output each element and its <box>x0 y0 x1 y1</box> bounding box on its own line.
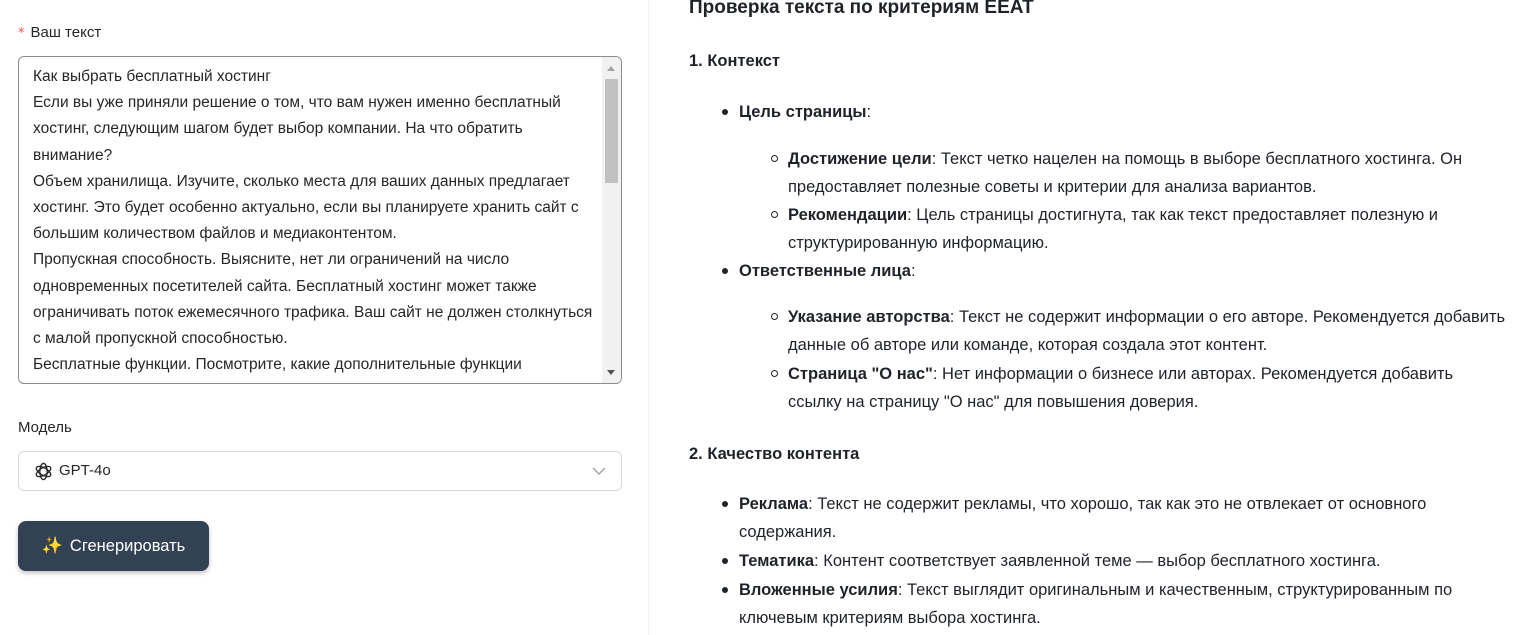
model-select[interactable] <box>18 451 622 491</box>
sub-list-item <box>788 145 1508 201</box>
item-label: Реклама <box>739 495 809 513</box>
list-item <box>739 257 1499 285</box>
result-title: Проверка текста по критериям EEAT <box>689 0 1034 18</box>
scrollbar-thumb[interactable] <box>605 79 618 183</box>
item-text: : Текст выглядит оригинальным и качественным, структурированным по ключевым критериям выбора хостинга. <box>739 581 1453 627</box>
generate-button[interactable] <box>18 521 209 571</box>
openai-icon <box>33 461 54 482</box>
item-label: Вложенные усилия <box>739 581 898 599</box>
generate-button-label: Сгенерировать <box>69 536 186 555</box>
list-item <box>739 576 1499 632</box>
model-select-value: GPT-4o <box>59 462 111 479</box>
sub-list-item <box>788 201 1508 257</box>
item-label: Тематика <box>739 552 815 570</box>
required-mark: * <box>18 26 25 41</box>
item-label: Страница "О нас" <box>788 365 933 383</box>
text-label: Ваш текст <box>30 24 102 41</box>
item-label: Достижение цели <box>788 150 932 168</box>
item-text: : Контент соответствует заявленной теме — выбор бесплатного хостинга. <box>814 552 1381 570</box>
chevron-down-icon <box>591 463 607 479</box>
list-item <box>739 547 1499 575</box>
item-text: : Цель страницы достигнута, так как текст предоставляет полезную и структурированную информацию. <box>788 206 1439 252</box>
model-label: Модель <box>18 419 72 436</box>
item-label: Указание авторства <box>788 308 950 326</box>
item-label: Цель страницы <box>739 103 867 121</box>
text-field-label <box>18 24 101 41</box>
scroll-down-arrow-icon[interactable] <box>607 370 615 375</box>
text-input[interactable] <box>18 56 622 384</box>
item-label: Ответственные лица <box>739 262 911 280</box>
section-heading: 1. Контекст <box>689 52 781 70</box>
text-input-value[interactable]: Как выбрать бесплатный хостинг Если вы уже приняли решение о том, что вам нужен именно бесплатный хостинг, следующим шагом будет выбор компании. На что обратить внимание? Объем хранилища. Изучите, сколько места для ваших данных предлагает хостинг. Это будет особенно актуально, если вы планируете хранить сайт с большим количеством файлов и медиаконтентом. Пропускная способность. Выясните, нет ли ограничений на число одновременных посетителей сайта. Бесплатный хостинг может также ограничивать поток ежемесячного трафика. Ваш сайт не должен столкнуться с малой пропускной способностью. Бесплатные функции. Посмотрите, какие дополнительные функции <box>33 68 593 374</box>
list-item <box>739 98 1499 126</box>
textarea-scrollbar[interactable] <box>602 57 621 383</box>
sparkles-icon: ✨ <box>41 536 63 556</box>
sub-list-item <box>788 303 1508 359</box>
section-heading: 2. Качество контента <box>689 445 860 463</box>
list-item <box>739 490 1499 546</box>
item-label: Рекомендации <box>788 206 908 224</box>
item-text: : Текст не содержит рекламы, что хорошо, так как это не отвлекает от основного содержания. <box>739 495 1427 541</box>
panel-divider <box>648 0 649 635</box>
input-panel <box>0 0 648 635</box>
sub-list-item <box>788 360 1508 416</box>
item-text: : <box>910 262 916 280</box>
item-text: : Текст не содержит информации о его авторе. Рекомендуется добавить данные об авторе или команде, которая создала этот контент. <box>788 308 1506 354</box>
scroll-up-arrow-icon[interactable] <box>607 66 615 71</box>
item-text: : Текст четко нацелен на помощь в выборе бесплатного хостинга. Он предоставляет полезные советы и критерии для анализа вариантов. <box>788 150 1463 196</box>
item-text: : <box>866 103 872 121</box>
item-text: : Нет информации о бизнесе или авторах. Рекомендуется добавить ссылку на страницу "О нас" для повышения доверия. <box>788 365 1454 411</box>
